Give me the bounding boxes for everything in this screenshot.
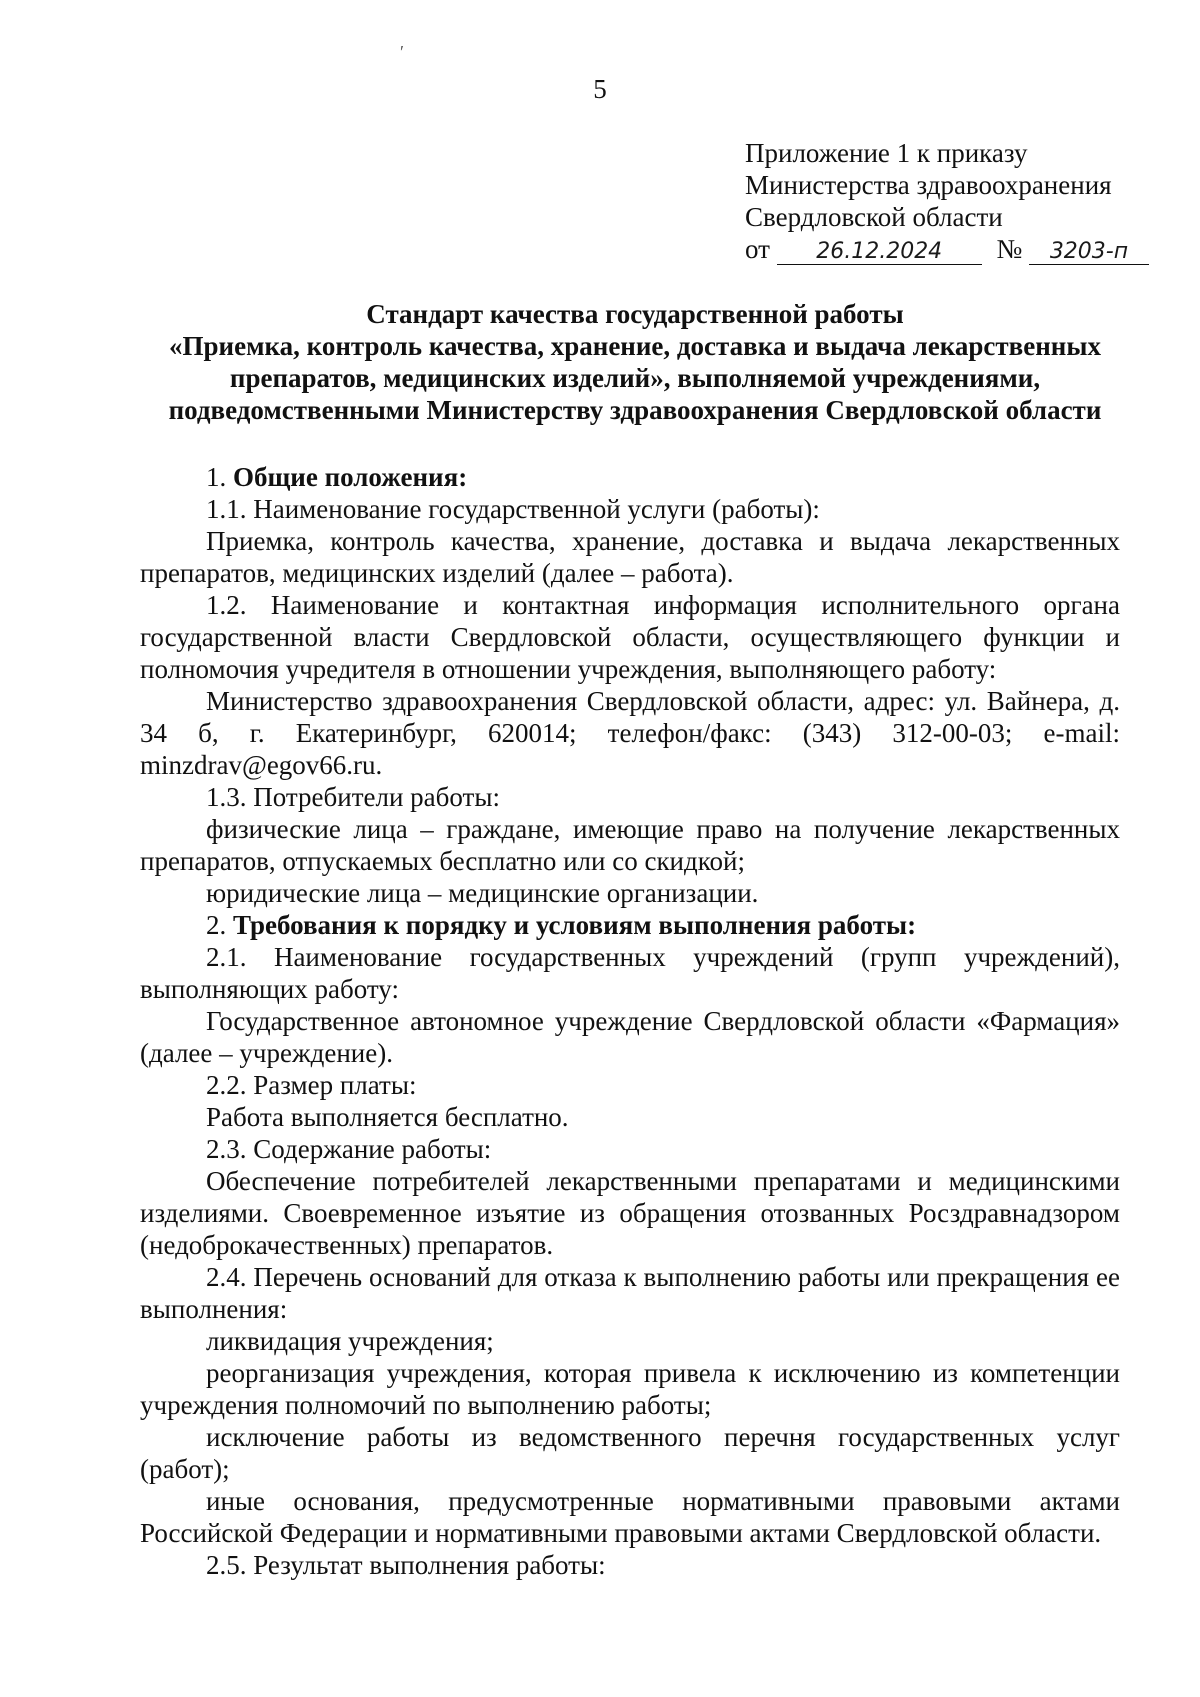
section-1-title: Общие положения: (233, 462, 468, 492)
section-2-title: Требования к порядку и условиям выполнения работы: (233, 910, 917, 940)
paragraph-2-4-item-2: реорганизация учреждения, которая привела к исключению из компетенции учреждения полномочий по выполнению работы; (140, 1358, 1120, 1420)
paragraph-2-4-item-3: исключение работы из ведомственного перечня государственных услуг (работ); (140, 1422, 1120, 1484)
paragraph-1-2-text: Министерство здравоохранения Свердловской области, адрес: ул. Вайнера, д. 34 б, г. Екатеринбург, 620014; телефон/факс: (343) 312-00-03; e-mail: minzdrav@egov66.ru. (140, 686, 1120, 780)
scan-mark: ′ (400, 42, 404, 62)
paragraph-2-2-label: 2.2. Размер платы: (206, 1070, 417, 1100)
paragraph-1-3-item-2: юридические лица – медицинские организации. (206, 878, 759, 908)
paragraph-2-1-label: 2.1. Наименование государственных учреждений (групп учреждений), выполняющих работу: (140, 942, 1120, 1004)
section-2-number: 2. (206, 910, 227, 940)
paragraph-1-2-label: 1.2. Наименование и контактная информация исполнительного органа государственной власти Свердловской области, осуществляющего функции и полномочия учредителя в отношении учреждения, выполняющего работу: (140, 590, 1120, 684)
paragraph-2-3-text: Обеспечение потребителей лекарственными препаратами и медицинскими изделиями. Своевременное изъятие из обращения отозванных Росздравнадзором (недоброкачественных) препаратов. (140, 1166, 1120, 1260)
paragraph-2-4-item-1: ликвидация учреждения; (206, 1326, 494, 1356)
title-line-1: Стандарт качества государственной работы (366, 299, 904, 329)
paragraph-2-3-label: 2.3. Содержание работы: (206, 1134, 492, 1164)
paragraph-1-3-item-1: физические лица – граждане, имеющие право на получение лекарственных препаратов, отпускаемых бесплатно или со скидкой; (140, 814, 1120, 876)
section-1-heading (140, 461, 1120, 493)
paragraph-2-4-item-4: иные основания, предусмотренные нормативными правовыми актами Российской Федерации и нормативными правовыми актами Свердловской области. (140, 1486, 1120, 1548)
paragraph-2-4-label: 2.4. Перечень оснований для отказа к выполнению работы или прекращения ее выполнения: (140, 1262, 1120, 1324)
page-number: 5 (593, 74, 607, 104)
from-label: от (745, 234, 770, 264)
title-line-3: препаратов, медицинских изделий», выполняемой учреждениями, (229, 363, 1041, 393)
title-line-2: «Приемка, контроль качества, хранение, доставка и выдача лекарственных (169, 331, 1101, 361)
document-title (140, 298, 1130, 426)
paragraph-1-3-label: 1.3. Потребители работы: (206, 782, 500, 812)
appendix-line-1: Приложение 1 к приказу (745, 138, 1028, 168)
number-label: № (996, 234, 1023, 264)
appendix-block (745, 137, 1149, 265)
appendix-date-line (745, 233, 1149, 265)
section-1-number: 1. (206, 462, 227, 492)
handwritten-date: 26.12.2024 (777, 240, 982, 265)
section-2-heading (140, 909, 1120, 941)
title-line-4: подведомственными Министерству здравоохранения Свердловской области (168, 395, 1102, 425)
appendix-line-2: Министерства здравоохранения (745, 170, 1112, 200)
appendix-line-3: Свердловской области (745, 202, 1003, 232)
handwritten-number: 3203-п (1029, 240, 1149, 265)
paragraph-2-1-text: Государственное автономное учреждение Свердловской области «Фармация» (далее – учреждение). (140, 1006, 1120, 1068)
paragraph-2-2-text: Работа выполняется бесплатно. (206, 1102, 569, 1132)
paragraph-1-1-label: 1.1. Наименование государственной услуги (работы): (206, 494, 820, 524)
document-body (140, 461, 1120, 1581)
paragraph-2-5-label: 2.5. Результат выполнения работы: (206, 1550, 606, 1580)
paragraph-1-1-text: Приемка, контроль качества, хранение, доставка и выдача лекарственных препаратов, медицинских изделий (далее – работа). (140, 526, 1120, 588)
